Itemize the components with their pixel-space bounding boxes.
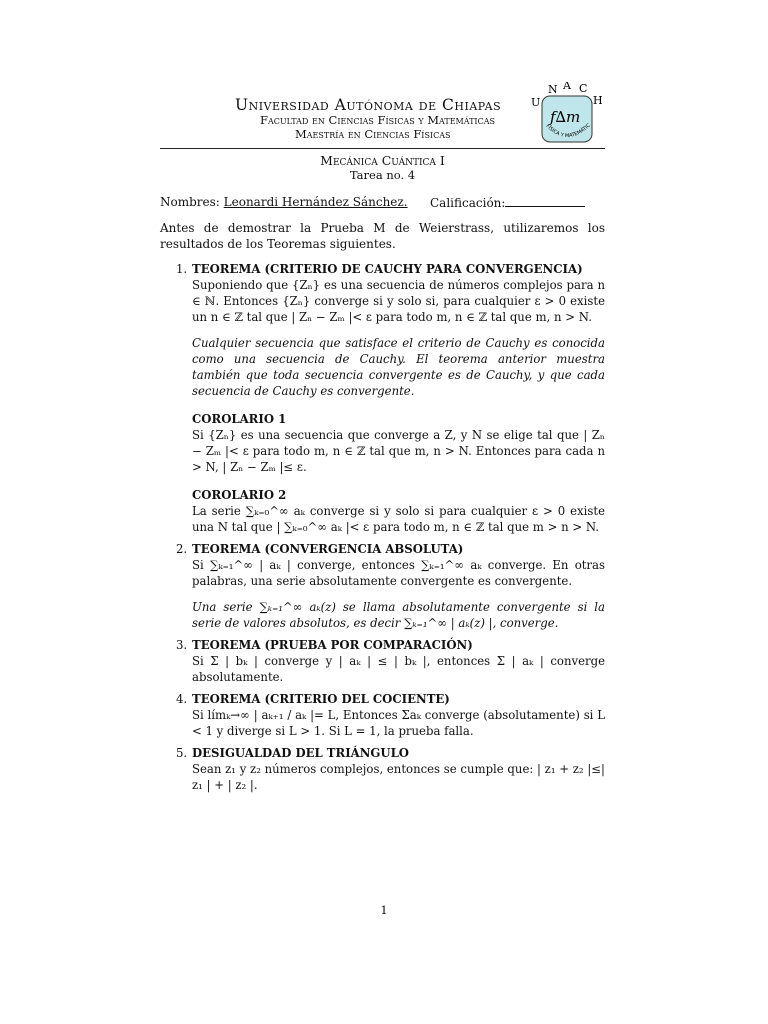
grade-label: Calificación: (430, 196, 506, 210)
theorem-note: Una serie ∑ₖ₌₁^∞ aₖ(z) se llama absolutamente convergente si la serie de valores absolutos, es decir ∑ₖ₌₁^∞ | aₖ(z) |, converge. (192, 600, 605, 630)
theorem-list (160, 261, 605, 799)
theorem-body: Suponiendo que {Zₙ} es una secuencia de números complejos para n ∈ ℕ. Entonces {Zₙ} converge si y solo si, para cualquier ε > 0 existe un n ∈ ℤ tal que | Zₙ − Zₘ |< ε para todo m, n ∈ ℤ tal que m, n > N. (192, 278, 605, 324)
logo-letter-a: A (563, 82, 571, 92)
theorem-title: DESIGUALDAD DEL TRIÁNGULO (192, 746, 409, 760)
theorem-body: Si Σ | bₖ | converge y | aₖ | ≤ | bₖ |, entonces Σ | aₖ | converge absolutamente. (192, 654, 605, 684)
corollary-body: Si {Zₙ} es una secuencia que converge a Z, y N se elige tal que | Zₙ − Zₘ |< ε para todo m, n ∈ ℤ tal que m, n > N. Entonces para cada n > N, | Zₙ − Zₘ |≤ ε. (192, 428, 605, 474)
theorem-note: Cualquier secuencia que satisface el criterio de Cauchy es conocida como una secuencia de Cauchy. El teorema anterior muestra también que toda secuencia convergente es de Cauchy, y que cada secuencia de Cauchy es convergente. (192, 336, 605, 398)
faculty-name: Facultad en Ciencias Físicas y Matemáticas (260, 113, 495, 127)
university-name: Universidad Autónoma de Chiapas (235, 96, 502, 114)
list-item-2 (160, 541, 605, 631)
item-number: 1. (176, 262, 188, 276)
unach-logo (528, 82, 606, 148)
names-label: Nombres: (160, 195, 220, 209)
grade-field (430, 195, 585, 210)
theorem-title: TEOREMA (PRUEBA POR COMPARACIÓN) (192, 638, 473, 652)
list-item-4 (160, 691, 605, 739)
student-line (160, 195, 605, 209)
grade-blank (505, 195, 585, 207)
theorem-title: TEOREMA (CONVERGENCIA ABSOLUTA) (192, 542, 464, 556)
intro-paragraph: Antes de demostrar la Prueba M de Weierstrass, utilizaremos los resultados de los Teoremas siguientes. (160, 221, 605, 251)
theorem-body: Si ∑ₖ₌₁^∞ | aₖ | converge, entonces ∑ₖ₌₁^∞ aₖ converge. En otras palabras, una serie absolutamente convergente es convergente. (192, 558, 605, 588)
corollary-title: COROLARIO 2 (192, 488, 287, 502)
master-program: Maestría en Ciencias Físicas (295, 127, 451, 141)
theorem-body: Sean z₁ y z₂ números complejos, entonces se cumple que: | z₁ + z₂ |≤| z₁ | + | z₂ |. (192, 762, 605, 792)
list-item-3 (160, 637, 605, 685)
item-number: 3. (176, 638, 188, 652)
assignment-number: Tarea no. 4 (349, 168, 416, 182)
corollary-body: La serie ∑ₖ₌₀^∞ aₖ converge si y solo si para cualquier ε > 0 existe una N tal que | ∑ₖ₌₀^∞ aₖ |< ε para todo m, n ∈ ℤ tal que m > n > N. (192, 504, 605, 534)
theorem-title: TEOREMA (CRITERIO DEL COCIENTE) (192, 692, 450, 706)
logo-arc-text: FÍSICA Y MATEMÁTIC (544, 122, 592, 140)
header-rule (160, 148, 605, 149)
logo-mark: f∆m (550, 108, 581, 126)
logo-letter-n: N (548, 83, 558, 96)
student-name: Leonardi Hernández Sánchez. (223, 195, 408, 209)
item-number: 5. (176, 746, 188, 760)
logo-letter-u: U (531, 96, 541, 109)
item-number: 4. (176, 692, 188, 706)
item-number: 2. (176, 542, 188, 556)
page-number: 1 (380, 903, 388, 917)
theorem-body: Si límₖ→∞ | aₖ₊₁ / aₖ |= L, Entonces Σaₖ converge (absolutamente) si L < 1 y diverge si L > 1. Si L = 1, la prueba falla. (192, 708, 605, 738)
theorem-title: TEOREMA (CRITERIO DE CAUCHY PARA CONVERGENCIA) (192, 262, 583, 276)
list-item-5 (160, 745, 605, 793)
logo-letter-h: H (593, 94, 603, 107)
course-name: Mecánica Cuántica I (320, 153, 445, 168)
corollary-title: COROLARIO 1 (192, 412, 287, 426)
logo-letter-c: C (579, 82, 588, 95)
list-item-1 (160, 261, 605, 535)
